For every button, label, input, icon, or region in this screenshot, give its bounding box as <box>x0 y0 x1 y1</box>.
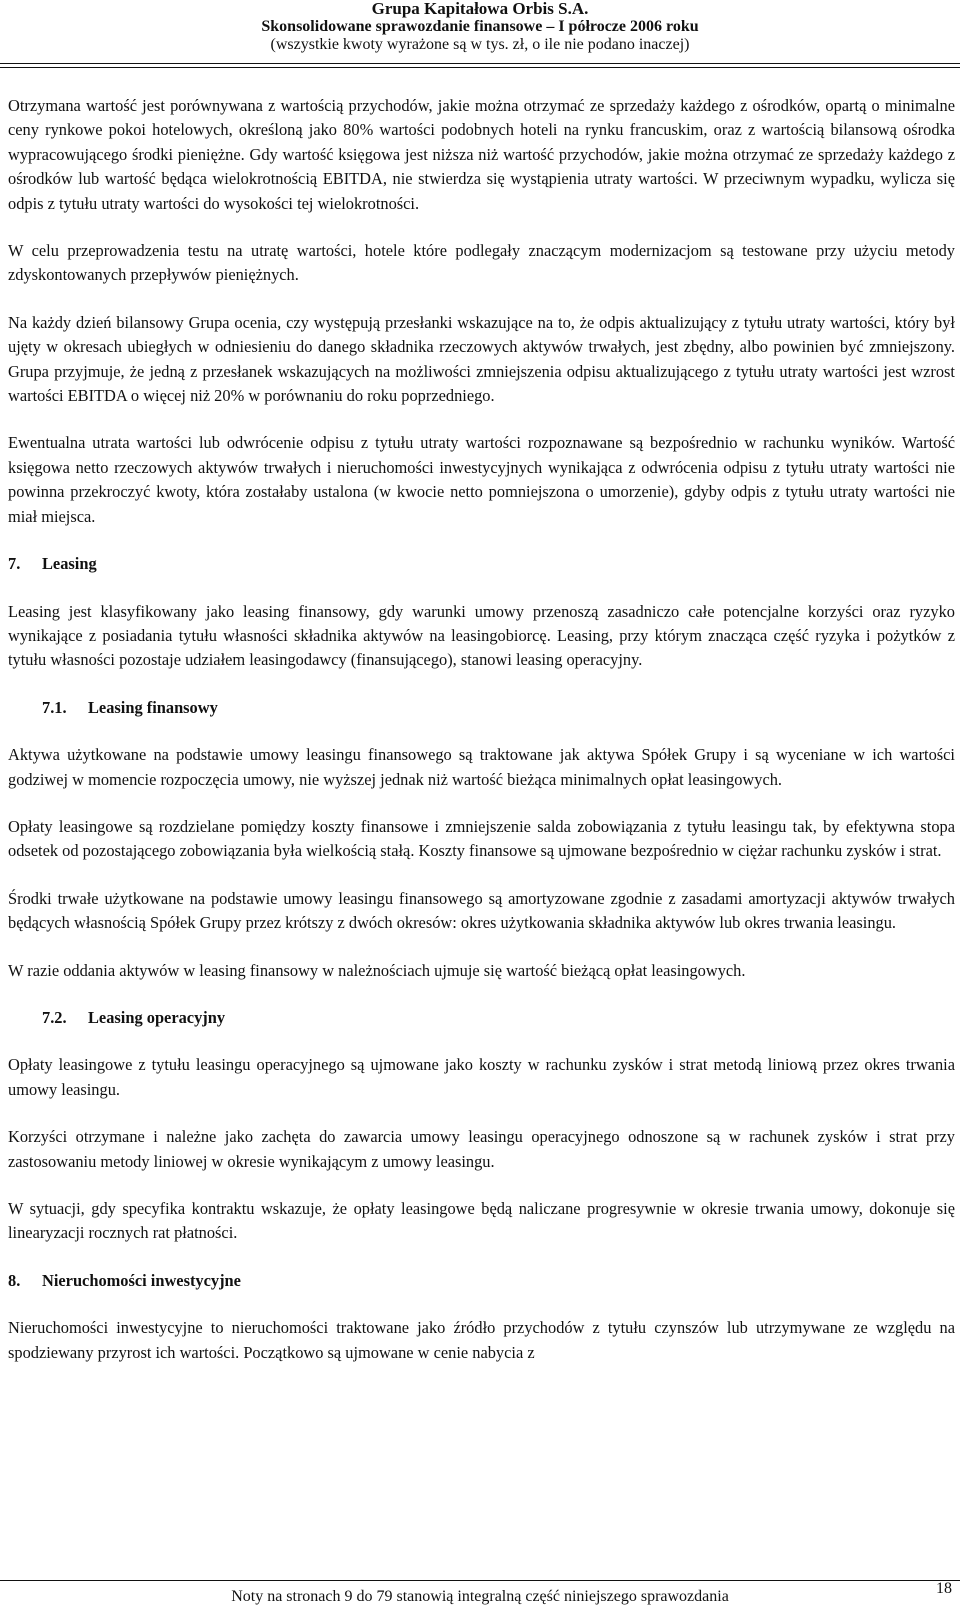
paragraph: Otrzymana wartość jest porównywana z wartością przychodów, jakie można otrzymać ze sprzedaży każdego z ośrodków, opartą o minimalne ceny rynkowe pokoi hotelowych, określoną jako 80% wartości podobnych hoteli na rynku francuskim, oraz z wartością bilansową ośrodka wypracowującego środki pieniężne. Gdy wartość księgowa jest niższa niż wartość przychodów, jakie można otrzymać ze sprzedaży każdego z ośrodków lub wartość będąca wielokrotnością EBITDA, nie stwierdza się wystąpienia utraty wartości. W przeciwnym wypadku, wylicza się odpis z tytułu utraty wartości do wysokości tej wielokrotności. <box>8 96 955 213</box>
header-divider <box>0 63 960 64</box>
section-title: Leasing <box>42 554 97 574</box>
subsection-number: 7.1. <box>42 697 67 717</box>
paragraph: Ewentualna utrata wartości lub odwrócenie odpisu z tytułu utraty wartości rozpoznawane są bezpośrednio w rachunku wyników. Wartość księgowa netto rzeczowych aktywów trwałych i nieruchomości inwestycyjnych wynikająca z odwrócenia odpisu z tytułu utraty wartości nie powinna przekroczyć kwoty, która zostałaby ustalona (w kwocie netto pomniejszona o umorzenie), gdyby odpis z tytułu utraty wartości nie miał miejsca. <box>8 433 955 526</box>
paragraph: Korzyści otrzymane i należne jako zachęta do zawarcia umowy leasingu operacyjnego odnoszone są w rachunek zysków i strat przy zastosowaniu metody liniowej w okresie wynikającym z umowy leasingu. <box>8 1127 955 1171</box>
paragraph: Opłaty leasingowe są rozdzielane pomiędzy koszty finansowe i zmniejszenie salda zobowiązania z tytułu leasingu tak, by efektywna stopa odsetek od pozostającego zobowiązania była wielkością stałą. Koszty finansowe są ujmowane bezpośrednio w ciężar rachunku zysków i strat. <box>8 816 955 861</box>
subsection-title: Leasing finansowy <box>88 697 218 717</box>
paragraph: Na każdy dzień bilansowy Grupa ocenia, czy występują przesłanki wskazujące na to, że odpis aktualizujący z tytułu utraty wartości, który był ujęty w okresach ubiegłych w odniesieniu do danego składnika rzeczowych aktywów trwałych, jest zbędny, albo powinien być zmniejszony. Grupa przyjmuje, że jedną z przesłanek wskazujących na możliwości zmniejszenia odpisu aktualizującego z tytułu utraty wartości jest wzrost wartości EBITDA o więcej niż 20% w porównaniu do roku poprzedniego. <box>8 312 955 406</box>
subsection-heading-leasing-finansowy <box>8 696 955 720</box>
document-body <box>8 94 955 1388</box>
company-name: Grupa Kapitałowa Orbis S.A. <box>371 0 589 18</box>
paragraph: Środki trwałe użytkowane na podstawie umowy leasingu finansowego są amortyzowane zgodnie z zasadami amortyzacji aktywów trwałych będących własnością Spółek Grupy przez krótszy z dwóch okresów: okres użytkowania składnika aktywów lub okres trwania leasingu. <box>8 888 955 933</box>
section-heading-nieruchomosci <box>8 1269 955 1293</box>
paragraph: W sytuacji, gdy specyfika kontraktu wskazuje, że opłaty leasingowe będą naliczane progresywnie w okresie trwania umowy, dokonuje się linearyzacji rocznych rat płatności. <box>8 1199 955 1243</box>
page-header <box>0 0 960 54</box>
paragraph: Aktywa użytkowane na podstawie umowy leasingu finansowego są traktowane jak aktywa Spółek Grupy i są wyceniane w ich wartości godziwej w momencie rozpoczęcia umowy, nie wyższej jednak niż wartość bieżąca minimalnych opłat leasingowych. <box>8 745 955 789</box>
subsection-title: Leasing operacyjny <box>88 1007 226 1027</box>
header-divider-secondary <box>0 67 960 68</box>
currency-note: (wszystkie kwoty wyrażone są w tys. zł, o ile nie podano inaczej) <box>270 36 690 53</box>
paragraph: Opłaty leasingowe z tytułu leasingu operacyjnego są ujmowane jako koszty w rachunku zysków i strat metodą liniową przez okres trwania umowy leasingu. <box>8 1055 955 1099</box>
section-heading-leasing <box>8 552 955 576</box>
subsection-number: 7.2. <box>42 1007 67 1027</box>
page-footer <box>0 1580 960 1609</box>
paragraph: W celu przeprowadzenia testu na utratę wartości, hotele które podlegały znaczącym modernizacjom są testowane przy użyciu metody zdyskontowanych przepływów pieniężnych. <box>8 241 955 285</box>
paragraph: W razie oddania aktywów w leasing finansowy w należnościach ujmuje się wartość bieżącą opłat leasingowych. <box>8 960 746 980</box>
paragraph: Nieruchomości inwestycyjne to nieruchomości traktowane jako źródło przychodów z tytułu czynszów lub utrzymywane ze względu na spodziewany przyrost ich wartości. Początkowo są ujmowane w cenie nabycia z <box>8 1318 955 1362</box>
subsection-heading-leasing-operacyjny <box>8 1006 955 1030</box>
page-number: 18 <box>936 1580 952 1597</box>
footer-divider <box>0 1580 960 1581</box>
footer-note: Noty na stronach 9 do 79 stanowią integralną część niniejszego sprawozdania <box>231 1588 729 1605</box>
section-number: 8. <box>8 1270 21 1290</box>
paragraph: Leasing jest klasyfikowany jako leasing finansowy, gdy warunki umowy przenoszą zasadniczo całe potencjalne korzyści oraz ryzyko wynikające z posiadania tytułu własności składnika aktywów na leasingobiorcę. Leasing, przy którym znacząca część ryzyka i pożytków z tytułu własności pozostaje udziałem leasingodawcy (finansującego), stanowi leasing operacyjny. <box>8 601 955 670</box>
section-title: Nieruchomości inwestycyjne <box>42 1270 241 1290</box>
report-title: Skonsolidowane sprawozdanie finansowe – I półrocze 2006 roku <box>261 18 699 35</box>
section-number: 7. <box>8 554 21 574</box>
